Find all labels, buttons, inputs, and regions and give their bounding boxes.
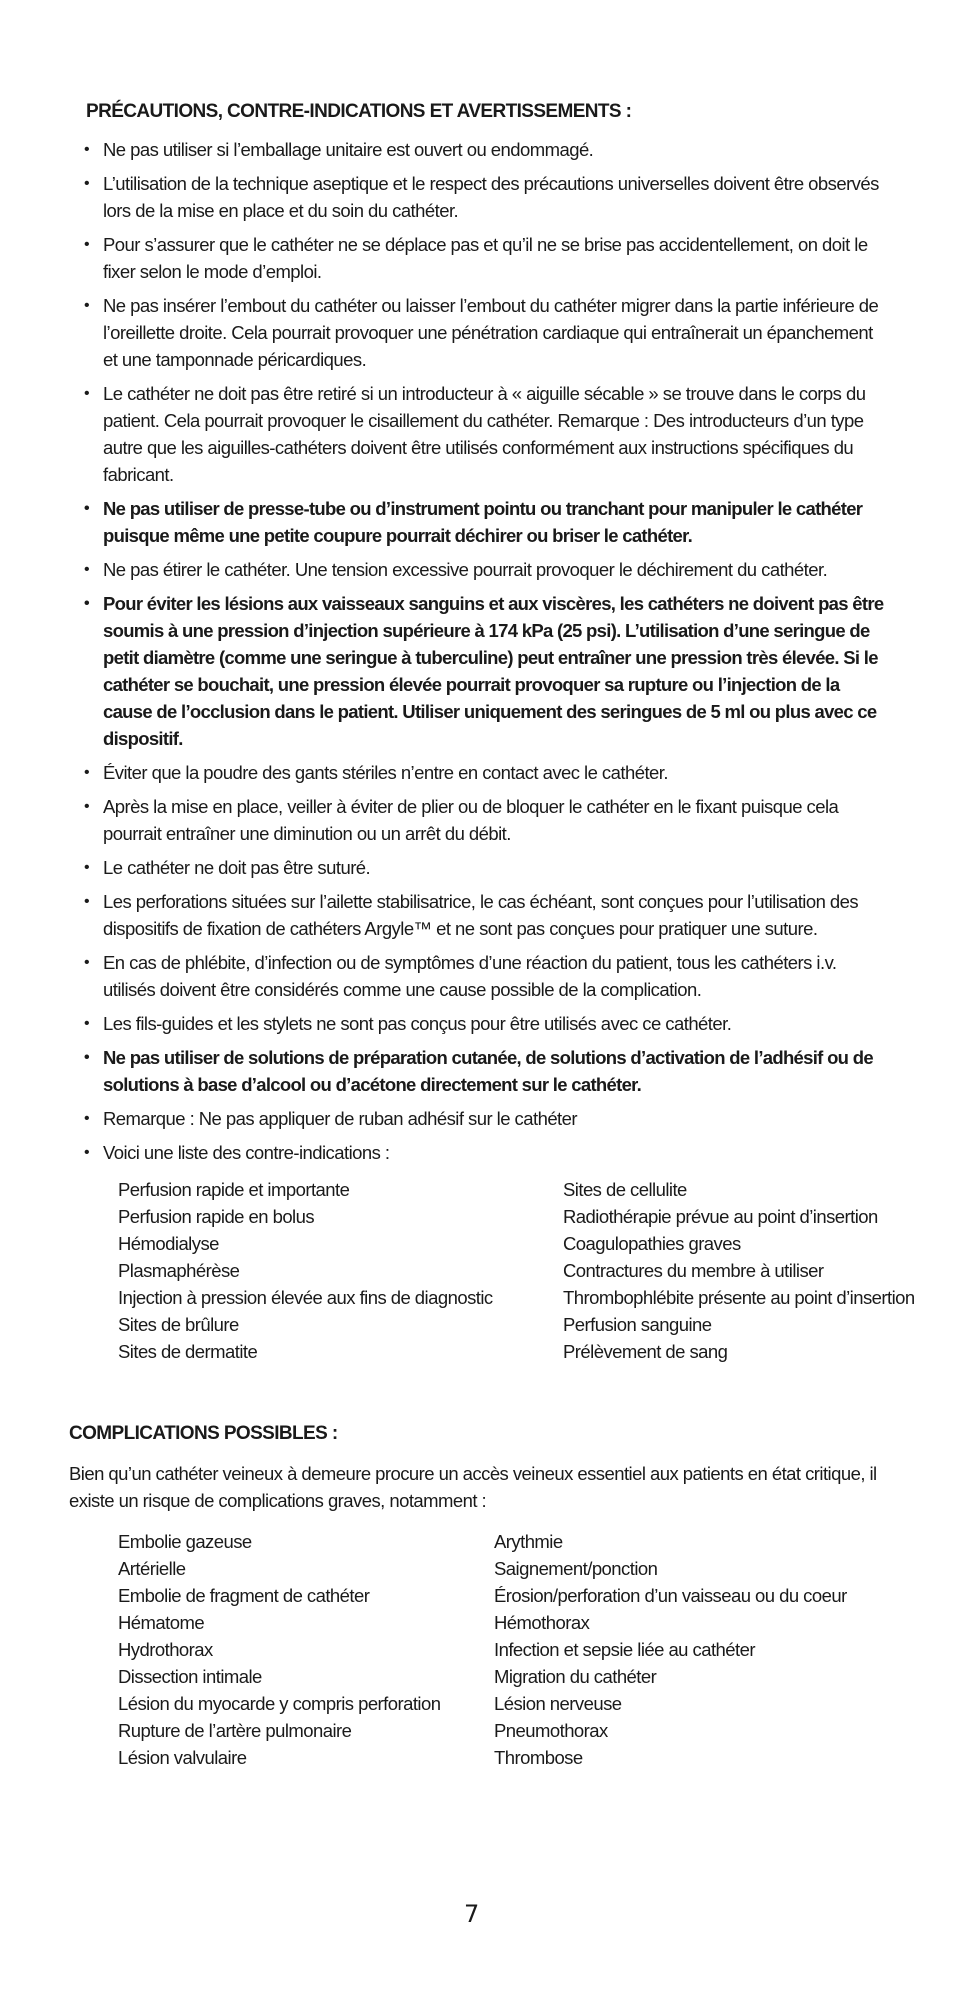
complication-item: Migration du cathéter (494, 1666, 657, 1687)
complication-item: Embolie de fragment de cathéter (118, 1585, 370, 1606)
precaution-item: • Après la mise en place, veiller à éviter de plier ou de bloquer le cathéter en le fixant puisque cela pourrait entraîner une diminution ou un arrêt du débit. (84, 793, 884, 847)
precaution-item: • Pour s’assurer que le cathéter ne se déplace pas et qu’il ne se brise pas accidentellement, on doit le fixer selon le mode d’emploi. (84, 231, 884, 285)
complication-item: Lésion du myocarde y compris perforation (118, 1693, 441, 1714)
precaution-item: • Pour éviter les lésions aux vaisseaux sanguins et aux viscères, les cathéters ne doivent pas être soumis à une pression d’injection supérieure à 174 kPa (25 psi). L’utilisation d’une seringue de petit diamètre (comme une seringue à tuberculine) peut entraîner une pression très élevée. Si le cathéter se bouchait, une pression élevée pourrait provoquer sa rupture ou l’injection de la cause de l’occlusion dans le patient. Utiliser uniquement des seringues de 5 ml ou plus avec ce dispositif. (84, 590, 884, 752)
contraindication-item: Perfusion rapide en bolus (118, 1206, 315, 1227)
page-number: 7 (464, 1900, 480, 1928)
precaution-item: • Éviter que la poudre des gants stériles n’entre en contact avec le cathéter. (84, 759, 884, 786)
contraindication-item: Contractures du membre à utiliser (563, 1260, 824, 1281)
complication-item: Infection et sepsie liée au cathéter (494, 1639, 755, 1660)
precaution-item: • En cas de phlébite, d’infection ou de symptômes d’une réaction du patient, tous les cathéters i.v. utilisés doivent être considérés comme une cause possible de la complication. (84, 949, 884, 1003)
precaution-item: • Les perforations situées sur l’ailette stabilisatrice, le cas échéant, sont conçues pour l’utilisation des dispositifs de fixation de cathéters Argyle™ et ne sont pas conçues pour pratiquer une suture. (84, 888, 884, 942)
contraindications-right-column (563, 1176, 915, 1365)
precaution-item: • Ne pas utiliser de solutions de préparation cutanée, de solutions d’activation de l’adhésif ou de solutions à base d’alcool ou d’acétone directement sur le cathéter. (84, 1044, 884, 1098)
contraindication-item: Coagulopathies graves (563, 1233, 741, 1254)
contraindication-item: Sites de dermatite (118, 1341, 258, 1362)
complication-item: Saignement/ponction (494, 1558, 658, 1579)
contraindications-left-column (118, 1176, 493, 1365)
precautions-heading: PRÉCAUTIONS, CONTRE-INDICATIONS ET AVERTISSEMENTS : (86, 101, 632, 122)
precaution-item: • Ne pas utiliser si l’emballage unitaire est ouvert ou endommagé. (84, 136, 884, 163)
complication-item: Hydrothorax (118, 1639, 213, 1660)
precaution-item: • L’utilisation de la technique aseptique et le respect des précautions universelles doivent être observés lors de la mise en place et du soin du cathéter. (84, 170, 884, 224)
complications-right-column (494, 1528, 847, 1771)
precaution-item: • Ne pas étirer le cathéter. Une tension excessive pourrait provoquer le déchirement du cathéter. (84, 556, 884, 583)
contraindication-item: Prélèvement de sang (563, 1341, 728, 1362)
contraindication-item: Injection à pression élevée aux fins de diagnostic (118, 1287, 493, 1308)
complication-item: Érosion/perforation d’un vaisseau ou du coeur (494, 1585, 847, 1606)
complication-item: Hématome (118, 1612, 205, 1633)
precaution-item: • Le cathéter ne doit pas être retiré si un introducteur à « aiguille sécable » se trouve dans le corps du patient. Cela pourrait provoquer le cisaillement du cathéter. Remarque : Des introducteurs d’un type autre que les aiguilles-cathéters doivent être utilisés conformément aux instructions spécifiques du fabricant. (84, 380, 884, 488)
complication-item: Artérielle (118, 1558, 186, 1579)
precautions-list (84, 136, 884, 1173)
precaution-item: • Remarque : Ne pas appliquer de ruban adhésif sur le cathéter (84, 1105, 884, 1132)
complications-intro: Bien qu’un cathéter veineux à demeure procure un accès veineux essentiel aux patients en état critique, il existe un risque de complications graves, notamment : (69, 1463, 877, 1511)
contraindication-item: Radiothérapie prévue au point d’insertion (563, 1206, 878, 1227)
complication-item: Rupture de l’artère pulmonaire (118, 1720, 352, 1741)
complications-left-column (118, 1528, 440, 1771)
complication-item: Pneumothorax (494, 1720, 608, 1741)
contraindication-item: Perfusion sanguine (563, 1314, 712, 1335)
complications-heading: COMPLICATIONS POSSIBLES : (69, 1423, 338, 1444)
complication-item: Dissection intimale (118, 1666, 262, 1687)
complication-item: Thrombose (494, 1747, 583, 1768)
contraindication-item: Hémodialyse (118, 1233, 219, 1254)
complication-item: Lésion valvulaire (118, 1747, 247, 1768)
precaution-item: • Ne pas insérer l’embout du cathéter ou laisser l’embout du cathéter migrer dans la partie inférieure de l’oreillette droite. Cela pourrait provoquer une pénétration cardiaque qui entraînerait un épanchement et une tamponnade péricardiques. (84, 292, 884, 373)
contraindication-item: Plasmaphérèse (118, 1260, 240, 1281)
complication-item: Lésion nerveuse (494, 1693, 622, 1714)
precaution-item: • Ne pas utiliser de presse-tube ou d’instrument pointu ou tranchant pour manipuler le cathéter puisque même une petite coupure pourrait déchirer ou briser le cathéter. (84, 495, 884, 549)
precaution-item: • Les fils-guides et les stylets ne sont pas conçus pour être utilisés avec ce cathéter. (84, 1010, 884, 1037)
contraindication-item: Thrombophlébite présente au point d’insertion (563, 1287, 915, 1308)
complication-item: Hémothorax (494, 1612, 590, 1633)
complication-item: Embolie gazeuse (118, 1531, 252, 1552)
precaution-item: • Le cathéter ne doit pas être suturé. (84, 854, 884, 881)
precaution-item: • Voici une liste des contre-indications : (84, 1139, 884, 1166)
contraindication-item: Sites de brûlure (118, 1314, 239, 1335)
complication-item: Arythmie (494, 1531, 563, 1552)
contraindication-item: Perfusion rapide et importante (118, 1179, 350, 1200)
contraindication-item: Sites de cellulite (563, 1179, 687, 1200)
